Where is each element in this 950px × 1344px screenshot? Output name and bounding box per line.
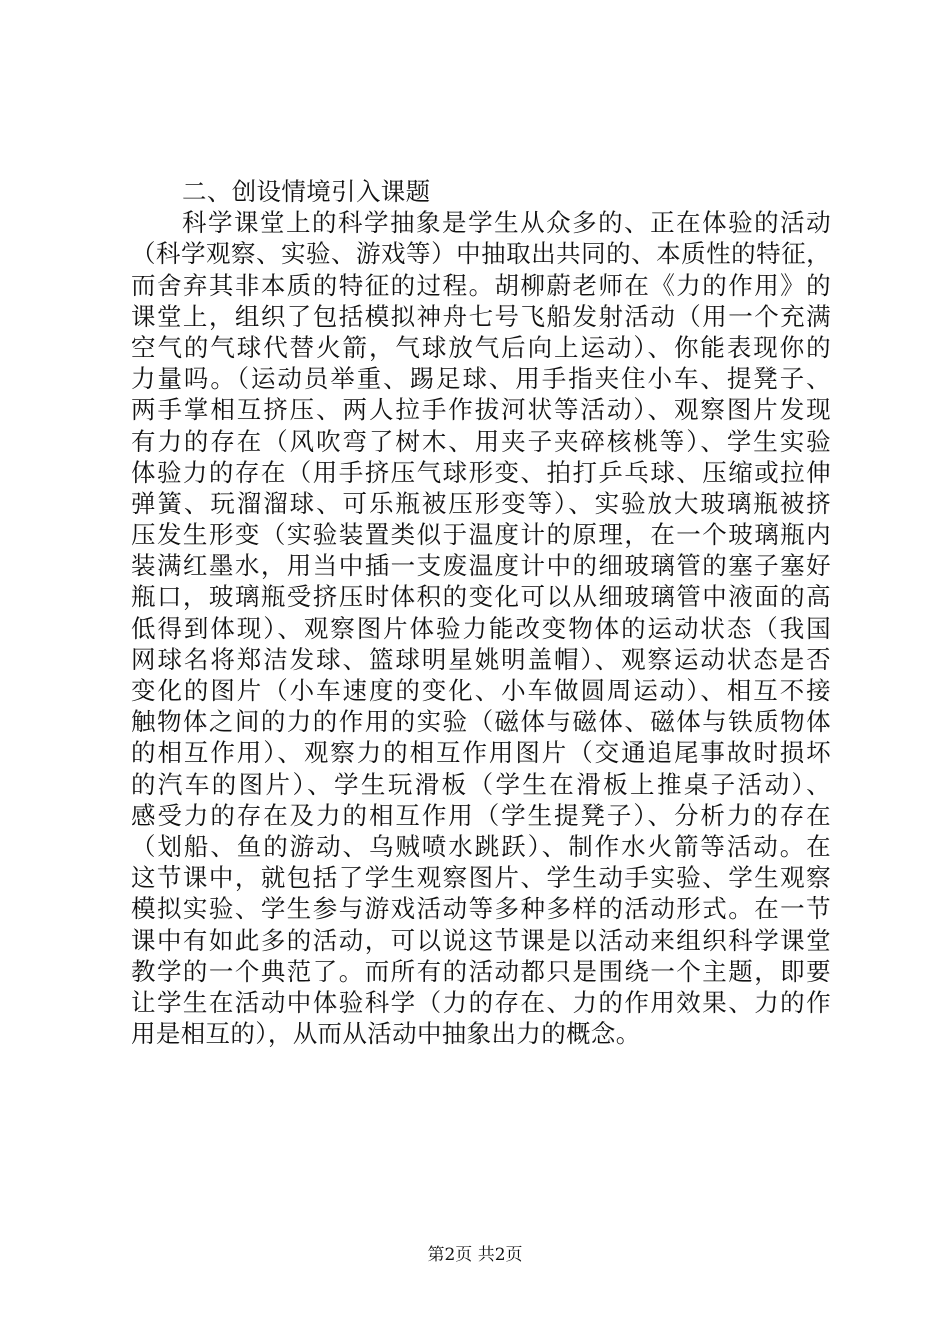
body-paragraph bbox=[131, 207, 831, 1049]
paragraph-line: 两手掌相互挤压、两人拉手作拔河状等活动）、观察图片发现 bbox=[131, 395, 831, 425]
paragraph-line: 而舍弃其非本质的特征的过程。胡柳蔚老师在《力的作用》的 bbox=[131, 270, 831, 300]
paragraph-line: 弹簧、玩溜溜球、可乐瓶被压形变等）、实验放大玻璃瓶被挤 bbox=[131, 488, 831, 518]
paragraph-line: （科学观察、实验、游戏等）中抽取出共同的、本质性的特征， bbox=[131, 239, 831, 269]
paragraph-line: （划船、鱼的游动、乌贼喷水跳跃）、制作水火箭等活动。在 bbox=[131, 831, 831, 861]
paragraph-line: 变化的图片（小车速度的变化、小车做圆周运动）、相互不接 bbox=[131, 676, 831, 705]
paragraph-line: 让学生在活动中体验科学（力的存在、力的作用效果、力的作 bbox=[131, 987, 831, 1017]
paragraph-line: 模拟实验、学生参与游戏活动等多种多样的活动形式。在一节 bbox=[131, 894, 831, 924]
paragraph-line: 装满红墨水，用当中插一支废温度计中的细玻璃管的塞子塞好 bbox=[131, 551, 831, 581]
paragraph-line: 感受力的存在及力的相互作用（学生提凳子）、分析力的存在 bbox=[131, 800, 831, 830]
paragraph-line: 教学的一个典范了。而所有的活动都只是围绕一个主题，即要 bbox=[131, 956, 831, 986]
paragraph-line: 力量吗。（运动员举重、踢足球、用手指夹住小车、提凳子、 bbox=[131, 364, 831, 394]
paragraph-line: 体验力的存在（用手挤压气球形变、拍打乒乓球、压缩或拉伸 bbox=[131, 457, 831, 487]
paragraph-line: 的相互作用）、观察力的相互作用图片（交通追尾事故时损坏 bbox=[131, 738, 831, 768]
paragraph-line: 低得到体现）、观察图片体验力能改变物体的运动状态（我国 bbox=[131, 613, 831, 643]
paragraph-line: 触物体之间的力的作用的实验（磁体与磁体、磁体与铁质物体 bbox=[131, 707, 831, 737]
paragraph-line: 课中有如此多的活动，可以说这节课是以活动来组织科学课堂 bbox=[131, 925, 831, 955]
paragraph-line: 的汽车的图片）、学生玩滑板（学生在滑板上推桌子活动）、 bbox=[131, 769, 831, 799]
paragraph-line: 网球名将郑洁发球、篮球明星姚明盖帽）、观察运动状态是否 bbox=[131, 644, 831, 674]
paragraph-line: 压发生形变（实验装置类似于温度计的原理，在一个玻璃瓶内 bbox=[131, 520, 831, 550]
page-number-footer: 第2页 共2页 bbox=[427, 1245, 523, 1265]
paragraph-line: 这节课中，就包括了学生观察图片、学生动手实验、学生观察 bbox=[131, 863, 831, 893]
paragraph-line: 有力的存在（风吹弯了树木、用夹子夹碎核桃等）、学生实验 bbox=[131, 426, 831, 456]
paragraph-line: 用是相互的），从而从活动中抽象出力的概念。 bbox=[131, 1019, 641, 1049]
paragraph-line: 科学课堂上的科学抽象是学生从众多的、正在体验的活动 bbox=[182, 208, 831, 238]
paragraph-line: 空气的气球代替火箭，气球放气后向上运动）、你能表现你的 bbox=[131, 332, 831, 362]
paragraph-line: 瓶口，玻璃瓶受挤压时体积的变化可以从细玻璃管中液面的高 bbox=[131, 582, 831, 612]
section-heading: 二、创设情境引入课题 bbox=[182, 177, 431, 206]
paragraph-line: 课堂上，组织了包括模拟神舟七号飞船发射活动（用一个充满 bbox=[131, 301, 831, 331]
document-body bbox=[131, 176, 831, 1049]
